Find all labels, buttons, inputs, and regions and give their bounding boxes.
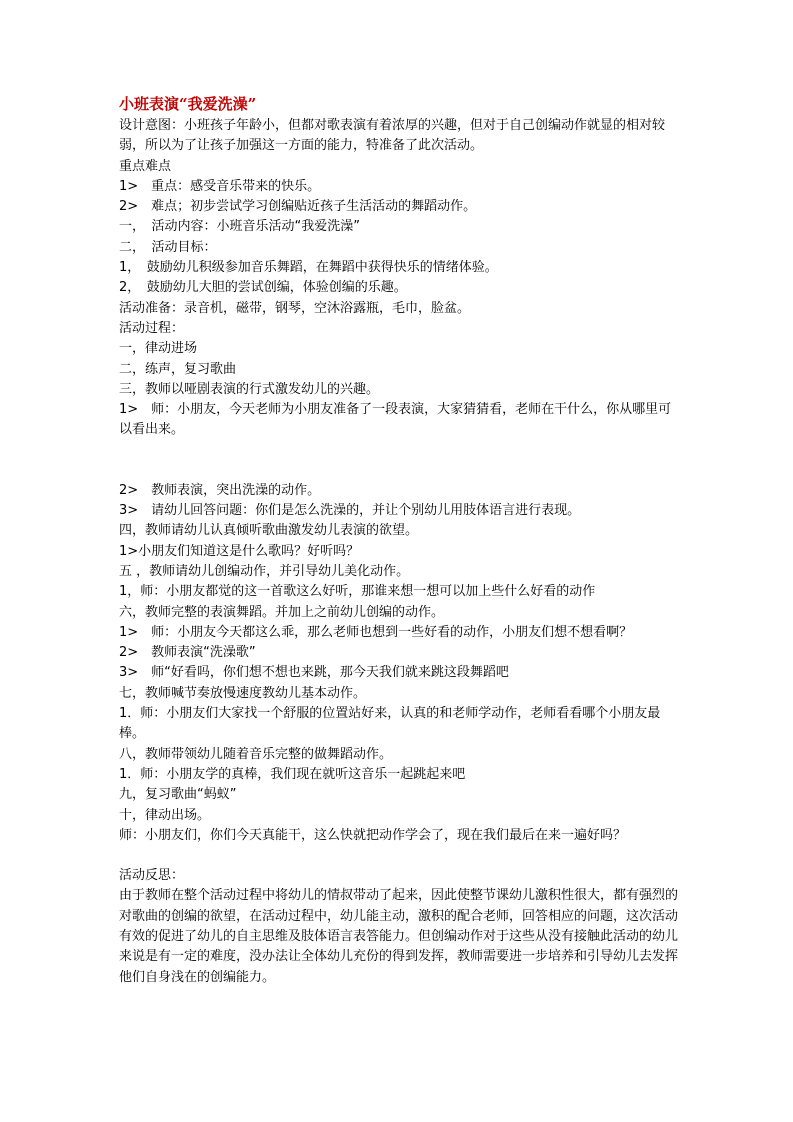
text-line: 二， 活动目标： (119, 239, 217, 255)
text-line: 活动过程： (119, 320, 185, 336)
text-line: 3> 师“好看吗，你们想不想也来跳，那今天我们就来跳这段舞蹈吧 (119, 665, 509, 681)
text-line: 设计意图：小班孩子年龄小，但都对歌表演有着浓厚的兴趣，但对于自己创编动作就显的相对较弱，所以为了让孩子加强这一方面的能力，特准备了此次活动。 (119, 118, 666, 154)
text-line: 六，教师完整的表演舞蹈。并加上之前幼儿创编的动作。 (119, 604, 445, 620)
text-line: 一，律动进场 (119, 341, 198, 357)
text-line: 四，教师请幼儿认真倾听歌曲激发幼儿表演的欲望。 (119, 523, 419, 539)
document-page (119, 92, 679, 988)
text-line: 八，教师带领幼儿随着音乐完整的做舞蹈动作。 (119, 746, 393, 762)
text-line: 七，教师喊节奏放慢速度教幼儿基本动作。 (119, 685, 367, 701)
text-line: 2> 教师表演，突出洗澡的动作。 (119, 482, 321, 498)
text-line: 2> 难点；初步尝试学习创编贴近孩子生活活动的舞蹈动作。 (119, 199, 477, 215)
section-activity-plan (119, 116, 679, 441)
text-line: 十，律动出场。 (119, 807, 211, 823)
text-line: 1> 师：小朋友，今天老师为小朋友准备了一段表演，大家猜猜看，老师在干什么，你从哪里可以看出来。 (119, 402, 672, 438)
section-activity-steps (119, 481, 679, 846)
text-line: 二，练声，复习歌曲 (119, 361, 237, 377)
text-line: 活动准备：录音机，磁带，钢琴，空沐浴露瓶，毛巾，脸盆。 (119, 300, 471, 316)
blank-gap (119, 846, 679, 866)
text-line: 重点难点 (119, 158, 172, 174)
text-line: 1> 师：小朋友今天都这么乖，那么老师也想到一些好看的动作，小朋友们想不想看啊？ (119, 624, 633, 640)
text-line: 师：小朋友们，你们今天真能干，这么快就把动作学会了，现在我们最后在来一遍好吗？ (119, 827, 627, 843)
text-line: 五 ，教师请幼儿创编动作，并引导幼儿美化动作。 (119, 563, 410, 579)
section-reflection (119, 866, 679, 988)
text-line: 1， 鼓励幼儿积级参加音乐舞蹈，在舞蹈中获得快乐的情绪体验。 (119, 260, 498, 276)
blank-gap (119, 441, 679, 481)
text-line: 活动反思： (119, 868, 185, 884)
text-line: 1，师：小朋友都觉的这一首歌这么好听，那谁来想一想可以加上些什么好看的动作 (119, 584, 596, 600)
text-line: 一， 活动内容：小班音乐活动“我爱洗澡” (119, 219, 360, 235)
text-line: 2> 教师表演“洗澡歌” (119, 645, 256, 661)
document-title: 小班表演“我爱洗澡” (119, 95, 257, 113)
text-line: 九，复习歌曲“蚂蚁” (119, 787, 237, 803)
text-line: 1> 重点：感受音乐带来的快乐。 (119, 178, 321, 194)
text-line: 三，教师以哑剧表演的行式激发幼儿的兴趣。 (119, 381, 380, 397)
text-line: 由于教师在整个活动过程中将幼儿的情叔带动了起来，因此使整节课幼儿激积性很大，都有强烈的对歌曲的创编的欲望，在活动过程中，幼儿能主动，激积的配合老师，回答相应的问题，这次活动有效的促进了幼儿的自主思维及肢体语言表答能力。但创编动作对于这些从没有接触此活动的幼儿来说是有一定的难度，没办法让全体幼儿充份的得到发挥，教师需要进一步培养和引导幼儿去发挥他们自身浅在的创编能力。 (119, 888, 679, 985)
text-line: 1>小朋友们知道这是什么歌吗？好听吗？ (119, 543, 360, 559)
text-line: 1．师：小朋友们大家找一个舒服的位置站好来，认真的和老师学动作，老师看看哪个小朋友最棒。 (119, 706, 661, 742)
text-line: 2， 鼓励幼儿大胆的尝试创编，体验创编的乐趣。 (119, 280, 407, 296)
text-line: 1．师：小朋友学的真棒，我们现在就听这音乐一起跳起来吧 (119, 766, 466, 782)
text-line: 3> 请幼儿回答问题：你们是怎么洗澡的，并让个别幼儿用肢体语言进行表现。 (119, 503, 581, 519)
